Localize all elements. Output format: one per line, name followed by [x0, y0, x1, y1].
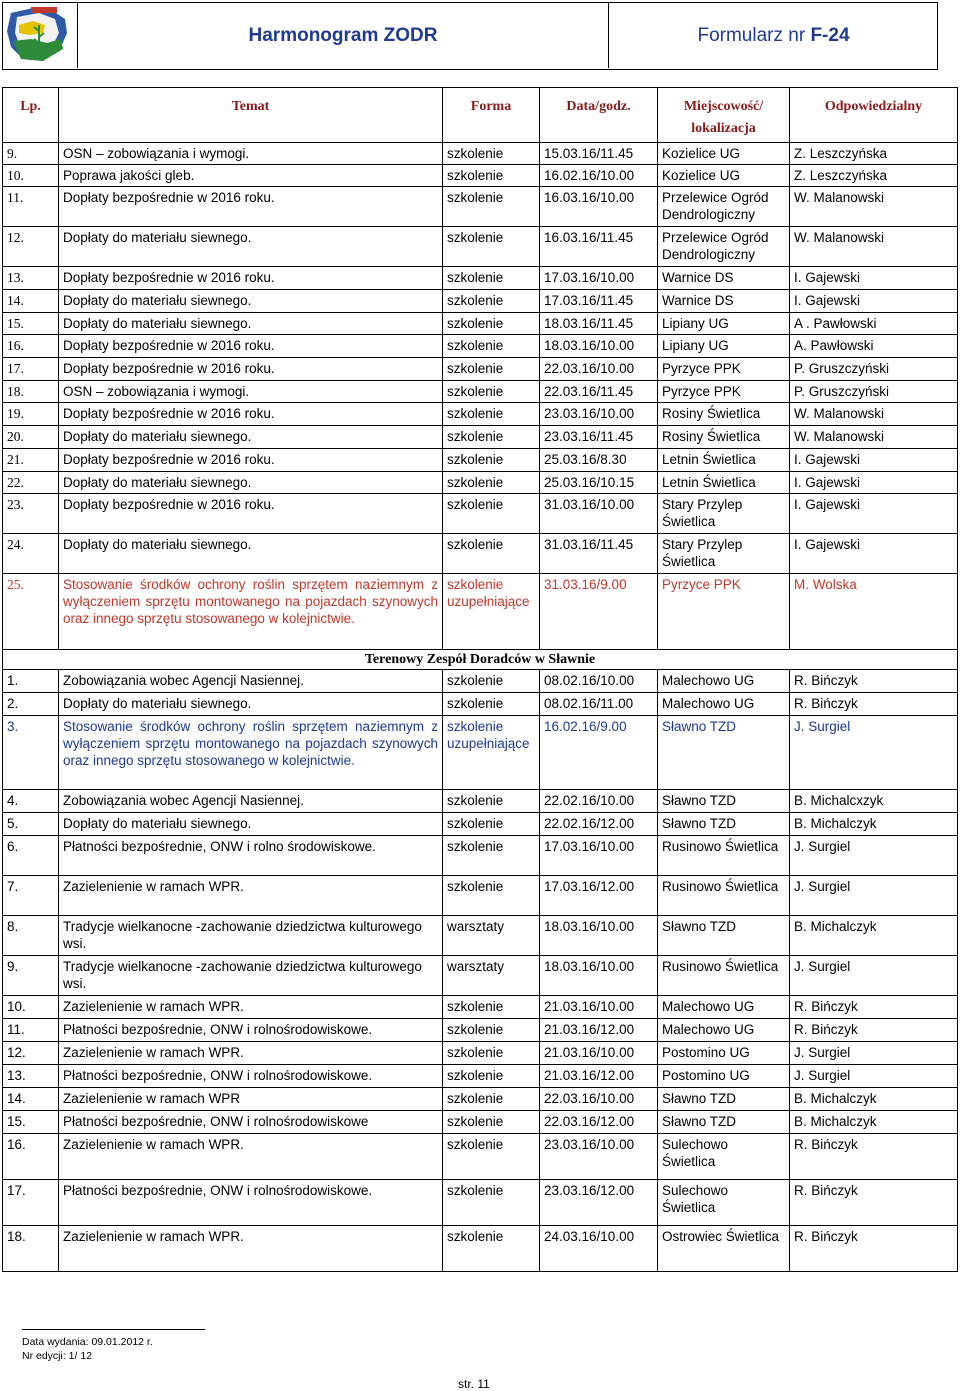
- cell-forma: szkolenie: [443, 876, 540, 916]
- table-row: [3, 1134, 958, 1180]
- cell-data: 16.02.16/10.00: [540, 165, 658, 187]
- cell-data: 15.03.16/11.45: [540, 143, 658, 165]
- cell-lp: 13.: [3, 267, 59, 290]
- table-row: [3, 1042, 958, 1065]
- cell-temat: Płatności bezpośrednie, ONW i rolnośrodowiskowe.: [59, 1065, 443, 1088]
- table-row: [3, 574, 958, 650]
- column-header-forma: Forma: [443, 88, 540, 143]
- cell-data: 16.03.16/11.45: [540, 227, 658, 267]
- cell-lp: 22.: [3, 472, 59, 494]
- cell-data: 22.02.16/10.00: [540, 790, 658, 813]
- cell-odpowiedzialny: W. Malanowski: [790, 187, 958, 227]
- cell-forma: szkolenie: [443, 449, 540, 472]
- logo: [3, 3, 78, 68]
- table-body-part-1: [3, 143, 958, 650]
- cell-data: 22.03.16/12.00: [540, 1111, 658, 1134]
- cell-miejsce: Malechowo UG: [658, 1019, 790, 1042]
- cell-odpowiedzialny: R. Bińczyk: [790, 996, 958, 1019]
- cell-temat: Zazielenienie w ramach WPR.: [59, 1226, 443, 1272]
- cell-odpowiedzialny: I. Gajewski: [790, 290, 958, 313]
- cell-temat: Dopłaty bezpośrednie w 2016 roku.: [59, 403, 443, 426]
- cell-forma: szkolenie: [443, 187, 540, 227]
- cell-forma: warsztaty: [443, 956, 540, 996]
- cell-miejsce: Warnice DS: [658, 267, 790, 290]
- cell-temat: Dopłaty bezpośrednie w 2016 roku.: [59, 187, 443, 227]
- cell-miejsce: Sulechowo Świetlica: [658, 1180, 790, 1226]
- cell-data: 16.02.16/9.00: [540, 716, 658, 790]
- cell-forma: szkolenie: [443, 1111, 540, 1134]
- cell-forma: szkolenie: [443, 1226, 540, 1272]
- cell-miejsce: Kozielice UG: [658, 143, 790, 165]
- table-row: [3, 494, 958, 534]
- cell-lp: 10.: [3, 165, 59, 187]
- cell-lp: 18.: [3, 1226, 59, 1272]
- table-row: [3, 403, 958, 426]
- cell-data: 22.03.16/10.00: [540, 1088, 658, 1111]
- document-header: [2, 2, 938, 70]
- cell-odpowiedzialny: B. Michalczyk: [790, 813, 958, 836]
- cell-forma: szkolenie: [443, 1088, 540, 1111]
- cell-lp: 2.: [3, 693, 59, 716]
- cell-miejsce: Malechowo UG: [658, 996, 790, 1019]
- cell-temat: OSN – zobowiązania i wymogi.: [59, 381, 443, 403]
- cell-odpowiedzialny: J. Surgiel: [790, 956, 958, 996]
- cell-data: 21.03.16/12.00: [540, 1019, 658, 1042]
- cell-data: 18.03.16/11.45: [540, 313, 658, 335]
- page-number: str. 11: [458, 1377, 490, 1391]
- cell-odpowiedzialny: J. Surgiel: [790, 876, 958, 916]
- table-header-row: [3, 88, 958, 143]
- cell-data: 18.03.16/10.00: [540, 335, 658, 358]
- cell-temat: Dopłaty do materiału siewnego.: [59, 472, 443, 494]
- cell-temat: Zobowiązania wobec Agencji Nasiennej.: [59, 790, 443, 813]
- table-row: [3, 267, 958, 290]
- cell-odpowiedzialny: A . Pawłowski: [790, 313, 958, 335]
- cell-temat: Zazielenienie w ramach WPR.: [59, 1134, 443, 1180]
- cell-forma: warsztaty: [443, 916, 540, 956]
- cell-forma: szkolenie: [443, 790, 540, 813]
- cell-data: 21.03.16/10.00: [540, 1042, 658, 1065]
- cell-temat: Stosowanie środków ochrony roślin sprzętem naziemnym z wyłączeniem sprzętu montowanego na pojazdach szynowych oraz innego sprzętu stosowanego w kolejnictwie.: [59, 574, 443, 650]
- column-header-odpowiedzialny: Odpowiedzialny: [790, 88, 958, 143]
- cell-odpowiedzialny: R. Bińczyk: [790, 1226, 958, 1272]
- cell-forma: szkolenie uzupełniające: [443, 574, 540, 650]
- cell-miejsce: Sławno TZD: [658, 916, 790, 956]
- cell-data: 17.03.16/11.45: [540, 290, 658, 313]
- cell-lp: 19.: [3, 403, 59, 426]
- cell-lp: 15.: [3, 1111, 59, 1134]
- cell-temat: Stosowanie środków ochrony roślin sprzętem naziemnym z wyłączeniem sprzętu montowanego na pojazdach szynowych oraz innego sprzętu stosowanego w kolejnictwie.: [59, 716, 443, 790]
- cell-odpowiedzialny: W. Malanowski: [790, 426, 958, 449]
- cell-forma: szkolenie: [443, 1180, 540, 1226]
- table-row: [3, 1019, 958, 1042]
- schedule-table: [2, 87, 958, 1272]
- cell-miejsce: Sulechowo Świetlica: [658, 1134, 790, 1180]
- cell-temat: Dopłaty bezpośrednie w 2016 roku.: [59, 494, 443, 534]
- table-row: [3, 143, 958, 165]
- cell-forma: szkolenie: [443, 494, 540, 534]
- table-row: [3, 1111, 958, 1134]
- cell-forma: szkolenie: [443, 1042, 540, 1065]
- form-number: [697, 25, 849, 47]
- table-row: [3, 996, 958, 1019]
- cell-odpowiedzialny: B. Michalczyk: [790, 1088, 958, 1111]
- cell-data: 22.02.16/12.00: [540, 813, 658, 836]
- cell-data: 22.03.16/11.45: [540, 381, 658, 403]
- cell-data: 25.03.16/10.15: [540, 472, 658, 494]
- cell-miejsce: Przelewice Ogród Dendrologiczny: [658, 227, 790, 267]
- cell-miejsce: Sławno TZD: [658, 1111, 790, 1134]
- cell-forma: szkolenie: [443, 335, 540, 358]
- cell-miejsce: Kozielice UG: [658, 165, 790, 187]
- table-row: [3, 472, 958, 494]
- cell-lp: 9.: [3, 143, 59, 165]
- cell-miejsce: Postomino UG: [658, 1042, 790, 1065]
- cell-miejsce: Malechowo UG: [658, 693, 790, 716]
- cell-forma: szkolenie: [443, 693, 540, 716]
- cell-odpowiedzialny: B. Michalczyk: [790, 916, 958, 956]
- footer-info: [22, 1335, 153, 1363]
- table-row: [3, 1180, 958, 1226]
- cell-odpowiedzialny: R. Bińczyk: [790, 1134, 958, 1180]
- cell-temat: Zobowiązania wobec Agencji Nasiennej.: [59, 670, 443, 693]
- cell-lp: 17.: [3, 1180, 59, 1226]
- cell-temat: Dopłaty do materiału siewnego.: [59, 313, 443, 335]
- cell-data: 08.02.16/11.00: [540, 693, 658, 716]
- cell-odpowiedzialny: J. Surgiel: [790, 836, 958, 876]
- column-header-lp: Lp.: [3, 88, 59, 143]
- cell-lp: 20.: [3, 426, 59, 449]
- table-row: [3, 956, 958, 996]
- cell-miejsce: Warnice DS: [658, 290, 790, 313]
- cell-miejsce: Pyrzyce PPK: [658, 381, 790, 403]
- cell-odpowiedzialny: W. Malanowski: [790, 227, 958, 267]
- cell-data: 23.03.16/10.00: [540, 1134, 658, 1180]
- table-row: [3, 165, 958, 187]
- cell-odpowiedzialny: J. Surgiel: [790, 716, 958, 790]
- cell-lp: 11.: [3, 187, 59, 227]
- table-row: [3, 426, 958, 449]
- cell-miejsce: Rosiny Świetlica: [658, 403, 790, 426]
- cell-odpowiedzialny: I. Gajewski: [790, 472, 958, 494]
- cell-lp: 12.: [3, 1042, 59, 1065]
- cell-miejsce: Sławno TZD: [658, 813, 790, 836]
- cell-data: 31.03.16/10.00: [540, 494, 658, 534]
- cell-lp: 1.: [3, 670, 59, 693]
- cell-lp: 7.: [3, 876, 59, 916]
- cell-odpowiedzialny: R. Bińczyk: [790, 670, 958, 693]
- cell-forma: szkolenie uzupełniające: [443, 716, 540, 790]
- cell-odpowiedzialny: Z. Leszczyńska: [790, 143, 958, 165]
- cell-forma: szkolenie: [443, 403, 540, 426]
- cell-data: 18.03.16/10.00: [540, 956, 658, 996]
- cell-odpowiedzialny: B. Michalcxzyk: [790, 790, 958, 813]
- cell-odpowiedzialny: P. Gruszczyński: [790, 358, 958, 381]
- cell-odpowiedzialny: J. Surgiel: [790, 1065, 958, 1088]
- cell-forma: szkolenie: [443, 358, 540, 381]
- table-row: [3, 534, 958, 574]
- cell-forma: szkolenie: [443, 813, 540, 836]
- cell-forma: szkolenie: [443, 290, 540, 313]
- cell-temat: Płatności bezpośrednie, ONW i rolnośrodowiskowe.: [59, 1180, 443, 1226]
- cell-lp: 9.: [3, 956, 59, 996]
- table-row: [3, 449, 958, 472]
- cell-miejsce: Letnin Świetlica: [658, 449, 790, 472]
- cell-forma: szkolenie: [443, 836, 540, 876]
- section-row: [3, 650, 958, 670]
- cell-forma: szkolenie: [443, 472, 540, 494]
- table-row: [3, 358, 958, 381]
- table-row: [3, 836, 958, 876]
- table-row: [3, 693, 958, 716]
- cell-lp: 24.: [3, 534, 59, 574]
- cell-odpowiedzialny: R. Bińczyk: [790, 693, 958, 716]
- table-row: [3, 227, 958, 267]
- cell-temat: Dopłaty bezpośrednie w 2016 roku.: [59, 449, 443, 472]
- cell-miejsce: Malechowo UG: [658, 670, 790, 693]
- cell-odpowiedzialny: B. Michalczyk: [790, 1111, 958, 1134]
- cell-odpowiedzialny: I. Gajewski: [790, 267, 958, 290]
- cell-lp: 25.: [3, 574, 59, 650]
- cell-miejsce: Ostrowiec Świetlica: [658, 1226, 790, 1272]
- cell-lp: 13.: [3, 1065, 59, 1088]
- cell-lp: 5.: [3, 813, 59, 836]
- column-header-miejsce: Miejscowość/ lokalizacja: [658, 88, 790, 143]
- cell-miejsce: Stary Przylep Świetlica: [658, 534, 790, 574]
- table-row: [3, 876, 958, 916]
- cell-data: 31.03.16/11.45: [540, 534, 658, 574]
- cell-odpowiedzialny: W. Malanowski: [790, 403, 958, 426]
- cell-lp: 18.: [3, 381, 59, 403]
- cell-temat: Zazielenienie w ramach WPR.: [59, 876, 443, 916]
- cell-forma: szkolenie: [443, 165, 540, 187]
- cell-data: 21.03.16/10.00: [540, 996, 658, 1019]
- column-header-data: Data/godz.: [540, 88, 658, 143]
- table-row: [3, 1226, 958, 1272]
- cell-temat: OSN – zobowiązania i wymogi.: [59, 143, 443, 165]
- cell-forma: szkolenie: [443, 426, 540, 449]
- cell-miejsce: Rusinowo Świetlica: [658, 956, 790, 996]
- cell-lp: 12.: [3, 227, 59, 267]
- cell-data: 23.03.16/12.00: [540, 1180, 658, 1226]
- cell-odpowiedzialny: J. Surgiel: [790, 1042, 958, 1065]
- page-title: Harmonogram ZODR: [248, 24, 438, 46]
- cell-temat: Dopłaty bezpośrednie w 2016 roku.: [59, 335, 443, 358]
- cell-data: 17.03.16/10.00: [540, 267, 658, 290]
- cell-miejsce: Przelewice Ogród Dendrologiczny: [658, 187, 790, 227]
- cell-temat: Płatności bezpośrednie, ONW i rolno środowiskowe.: [59, 836, 443, 876]
- cell-temat: Poprawa jakości gleb.: [59, 165, 443, 187]
- cell-miejsce: Lipiany UG: [658, 313, 790, 335]
- cell-lp: 10.: [3, 996, 59, 1019]
- table-row: [3, 1088, 958, 1111]
- cell-odpowiedzialny: P. Gruszczyński: [790, 381, 958, 403]
- cell-miejsce: Sławno TZD: [658, 716, 790, 790]
- cell-forma: szkolenie: [443, 534, 540, 574]
- table-row: [3, 335, 958, 358]
- column-header-temat: Temat: [59, 88, 443, 143]
- footer-divider: [22, 1329, 205, 1330]
- cell-lp: 16.: [3, 335, 59, 358]
- cell-forma: szkolenie: [443, 143, 540, 165]
- table-row: [3, 813, 958, 836]
- cell-odpowiedzialny: R. Bińczyk: [790, 1019, 958, 1042]
- cell-forma: szkolenie: [443, 1065, 540, 1088]
- cell-miejsce: Stary Przylep Świetlica: [658, 494, 790, 534]
- cell-forma: szkolenie: [443, 1134, 540, 1180]
- cell-miejsce: Sławno TZD: [658, 790, 790, 813]
- issue-date: Data wydania: 09.01.2012 r.: [22, 1336, 153, 1348]
- cell-temat: Płatności bezpośrednie, ONW i rolnośrodowiskowe.: [59, 1019, 443, 1042]
- cell-temat: Tradycje wielkanocne -zachowanie dziedzictwa kulturowego wsi.: [59, 916, 443, 956]
- cell-temat: Dopłaty do materiału siewnego.: [59, 290, 443, 313]
- form-code: F-24: [810, 24, 850, 46]
- table-row: [3, 381, 958, 403]
- cell-data: 24.03.16/10.00: [540, 1226, 658, 1272]
- cell-lp: 4.: [3, 790, 59, 813]
- table-body-part-2: [3, 670, 958, 1272]
- cell-temat: Dopłaty bezpośrednie w 2016 roku.: [59, 358, 443, 381]
- cell-miejsce: Pyrzyce PPK: [658, 358, 790, 381]
- cell-lp: 6.: [3, 836, 59, 876]
- cell-forma: szkolenie: [443, 1019, 540, 1042]
- cell-lp: 14.: [3, 290, 59, 313]
- edition-number: Nr edycji: 1/ 12: [22, 1350, 93, 1362]
- cell-data: 31.03.16/9.00: [540, 574, 658, 650]
- cell-data: 17.03.16/10.00: [540, 836, 658, 876]
- cell-temat: Dopłaty do materiału siewnego.: [59, 227, 443, 267]
- cell-miejsce: Postomino UG: [658, 1065, 790, 1088]
- cell-data: 22.03.16/10.00: [540, 358, 658, 381]
- table-row: [3, 187, 958, 227]
- cell-data: 16.03.16/10.00: [540, 187, 658, 227]
- cell-lp: 15.: [3, 313, 59, 335]
- cell-data: 25.03.16/8.30: [540, 449, 658, 472]
- table-row: [3, 670, 958, 693]
- cell-temat: Dopłaty do materiału siewnego.: [59, 534, 443, 574]
- cell-forma: szkolenie: [443, 227, 540, 267]
- cell-miejsce: Rusinowo Świetlica: [658, 876, 790, 916]
- cell-lp: 3.: [3, 716, 59, 790]
- cell-forma: szkolenie: [443, 996, 540, 1019]
- cell-miejsce: Letnin Świetlica: [658, 472, 790, 494]
- cell-data: 23.03.16/10.00: [540, 403, 658, 426]
- cell-forma: szkolenie: [443, 313, 540, 335]
- table-row: [3, 1065, 958, 1088]
- table-row: [3, 716, 958, 790]
- cell-miejsce: Sławno TZD: [658, 1088, 790, 1111]
- cell-temat: Zazielenienie w ramach WPR: [59, 1088, 443, 1111]
- cell-temat: Zazielenienie w ramach WPR.: [59, 1042, 443, 1065]
- section-header: [3, 650, 958, 670]
- cell-lp: 11.: [3, 1019, 59, 1042]
- cell-data: 18.03.16/10.00: [540, 916, 658, 956]
- cell-temat: Zazielenienie w ramach WPR.: [59, 996, 443, 1019]
- cell-odpowiedzialny: R. Bińczyk: [790, 1180, 958, 1226]
- cell-odpowiedzialny: I. Gajewski: [790, 449, 958, 472]
- cell-odpowiedzialny: Z. Leszczyńska: [790, 165, 958, 187]
- cell-temat: Dopłaty do materiału siewnego.: [59, 813, 443, 836]
- cell-lp: 23.: [3, 494, 59, 534]
- table-row: [3, 313, 958, 335]
- form-prefix: Formularz nr: [697, 24, 811, 46]
- cell-temat: Dopłaty do materiału siewnego.: [59, 693, 443, 716]
- cell-miejsce: Lipiany UG: [658, 335, 790, 358]
- cell-lp: 17.: [3, 358, 59, 381]
- cell-lp: 14.: [3, 1088, 59, 1111]
- cell-miejsce: Rusinowo Świetlica: [658, 836, 790, 876]
- cell-odpowiedzialny: I. Gajewski: [790, 534, 958, 574]
- cell-lp: 8.: [3, 916, 59, 956]
- header-form-cell: [608, 3, 938, 68]
- cell-lp: 21.: [3, 449, 59, 472]
- cell-forma: szkolenie: [443, 381, 540, 403]
- section-title: Terenowy Zespół Doradców w Sławnie: [3, 650, 958, 670]
- cell-miejsce: Rosiny Świetlica: [658, 426, 790, 449]
- cell-temat: Płatności bezpośrednie, ONW i rolnośrodowiskowe: [59, 1111, 443, 1134]
- cell-lp: 16.: [3, 1134, 59, 1180]
- cell-data: 08.02.16/10.00: [540, 670, 658, 693]
- cell-data: 17.03.16/12.00: [540, 876, 658, 916]
- table-row: [3, 790, 958, 813]
- table-row: [3, 916, 958, 956]
- cell-forma: szkolenie: [443, 267, 540, 290]
- cell-odpowiedzialny: I. Gajewski: [790, 494, 958, 534]
- cell-temat: Tradycje wielkanocne -zachowanie dziedzictwa kulturowego wsi.: [59, 956, 443, 996]
- cell-data: 21.03.16/12.00: [540, 1065, 658, 1088]
- header-title-cell: [78, 3, 608, 68]
- zodr-logo-icon: [3, 3, 76, 67]
- cell-miejsce: Pyrzyce PPK: [658, 574, 790, 650]
- cell-data: 23.03.16/11.45: [540, 426, 658, 449]
- cell-temat: Dopłaty bezpośrednie w 2016 roku.: [59, 267, 443, 290]
- cell-odpowiedzialny: A. Pawłowski: [790, 335, 958, 358]
- cell-temat: Dopłaty do materiału siewnego.: [59, 426, 443, 449]
- cell-forma: szkolenie: [443, 670, 540, 693]
- cell-odpowiedzialny: M. Wolska: [790, 574, 958, 650]
- table-row: [3, 290, 958, 313]
